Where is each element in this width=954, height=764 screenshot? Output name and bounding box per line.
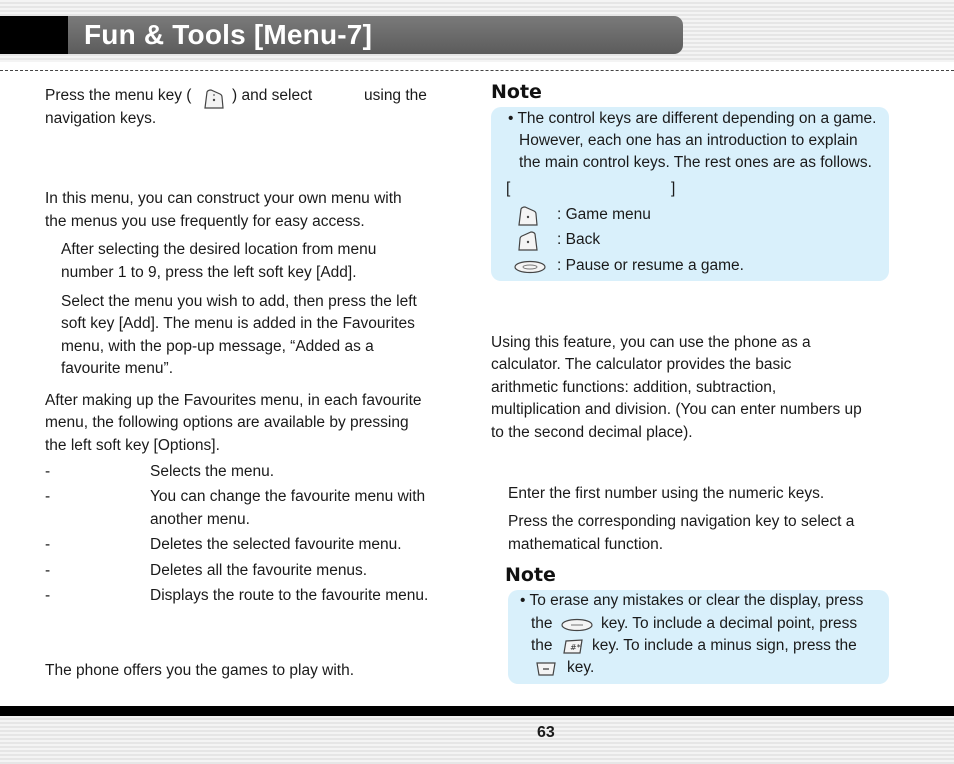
options-paragraph: menu, the following options are available by pressing <box>45 414 409 431</box>
options-paragraph: the left soft key [Options]. <box>45 437 220 454</box>
key-label: : Back <box>557 231 601 248</box>
note-text: key. To include a decimal point, press <box>601 615 858 632</box>
option-dash: - <box>45 488 51 505</box>
note-text: the main control keys. The rest ones are as follows. <box>519 154 872 171</box>
calculator-paragraph: arithmetic functions: addition, subtraction, <box>491 379 777 396</box>
note-heading: Note <box>505 564 556 586</box>
note-text: key. To include a minus sign, press the <box>592 637 857 654</box>
intro-text-d: navigation keys. <box>45 110 157 127</box>
note-text: key. <box>567 659 595 676</box>
option-description: Deletes the selected favourite menu. <box>150 536 402 553</box>
option-description: Displays the route to the favourite menu. <box>150 587 429 604</box>
calculator-step-2: mathematical function. <box>508 536 664 553</box>
calculator-paragraph: to the second decimal place). <box>491 424 693 441</box>
note-text: the <box>531 615 553 632</box>
note-text: • To erase any mistakes or clear the display, press <box>520 592 864 609</box>
note-text: • The control keys are different depending on a game. <box>508 110 877 127</box>
options-paragraph: After making up the Favourites menu, in each favourite <box>45 392 422 409</box>
bracket-close: ] <box>671 180 676 197</box>
favourites-step-2: Select the menu you wish to add, then press the left <box>61 293 417 310</box>
note-text: the <box>531 637 553 654</box>
footer-band <box>0 716 954 764</box>
title-block <box>0 16 68 54</box>
calculator-paragraph: Using this feature, you can use the phone as a <box>491 334 811 351</box>
favourites-step-2: soft key [Add]. The menu is added in the Favourites <box>61 315 415 332</box>
favourites-paragraph: In this menu, you can construct your own menu with <box>45 190 402 207</box>
note-text: However, each one has an introduction to explain <box>519 132 858 149</box>
favourites-step-1: number 1 to 9, press the left soft key [Add]. <box>61 264 357 281</box>
soft-key-left-icon <box>516 205 540 232</box>
calculator-step-2: Press the corresponding navigation key to select a <box>508 513 855 530</box>
divider <box>0 70 954 71</box>
games-text: The phone offers you the games to play with. <box>45 662 355 679</box>
minus-key-icon <box>534 660 558 683</box>
option-description: You can change the favourite menu with <box>150 488 426 505</box>
page-number: 63 <box>537 724 555 741</box>
bracket-open: [ <box>506 180 511 197</box>
favourites-step-1: After selecting the desired location from menu <box>61 241 377 258</box>
key-label: : Game menu <box>557 206 651 223</box>
intro-text-c: using the <box>364 87 427 104</box>
favourites-step-2: menu, with the pop-up message, “Added as a <box>61 338 374 355</box>
key-label: : Pause or resume a game. <box>557 257 744 274</box>
option-description: Deletes all the favourite menus. <box>150 562 368 579</box>
option-dash: - <box>45 587 51 604</box>
clear-key-icon <box>560 617 594 638</box>
soft-key-right-icon <box>516 230 540 257</box>
option-dash: - <box>45 463 51 480</box>
page-title: Fun & Tools [Menu-7] <box>84 19 373 50</box>
svg-text:#*: #* <box>570 643 581 652</box>
menu-key-icon <box>202 88 226 115</box>
favourites-step-2: favourite menu”. <box>61 360 173 377</box>
favourites-paragraph: the menus you use frequently for easy access. <box>45 213 365 230</box>
calculator-paragraph: calculator. The calculator provides the basic <box>491 356 792 373</box>
footer-bar <box>0 706 954 716</box>
intro-text-b: ) and select <box>232 87 313 104</box>
option-description: Selects the menu. <box>150 463 275 480</box>
option-dash: - <box>45 536 51 553</box>
intro-text-a: Press the menu key ( <box>45 87 192 104</box>
note-heading: Note <box>491 81 542 103</box>
option-dash: - <box>45 562 51 579</box>
calculator-paragraph: multiplication and division. (You can enter numbers up <box>491 401 862 418</box>
calculator-step-1: Enter the first number using the numeric keys. <box>508 485 825 502</box>
option-description: another menu. <box>150 511 250 528</box>
ok-key-icon <box>513 259 547 280</box>
